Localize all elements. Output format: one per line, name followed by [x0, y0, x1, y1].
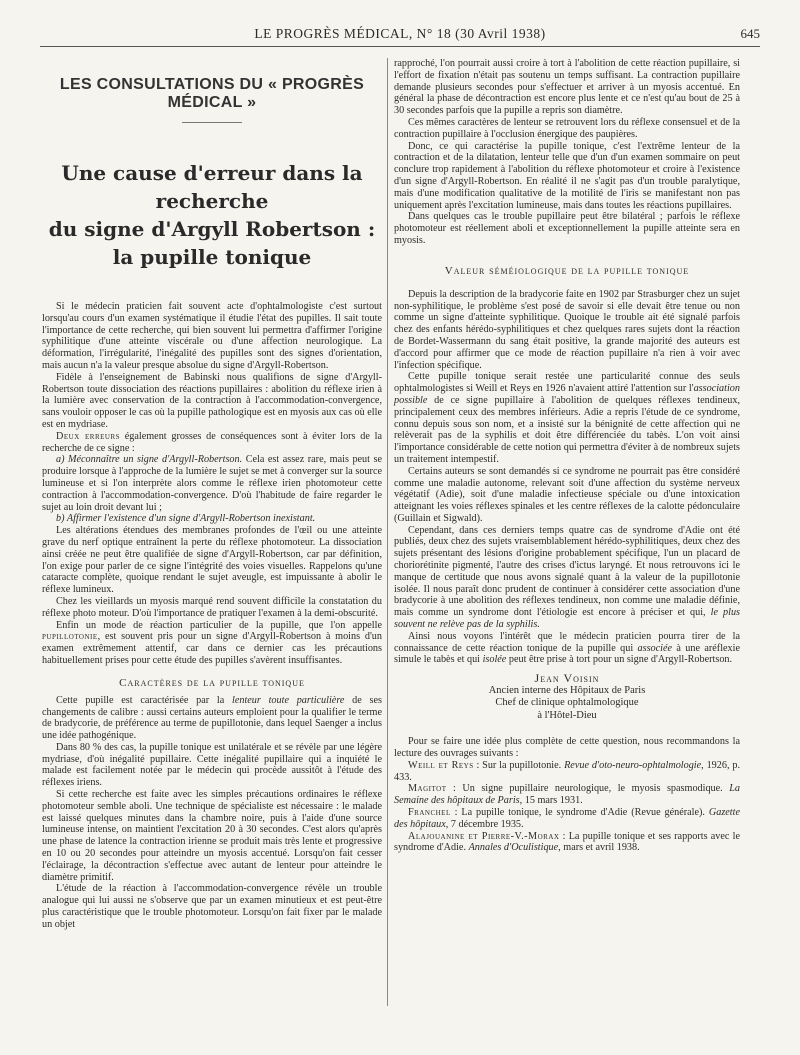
- paragraph: Depuis la description de la bradycorie faite en 1902 par Strasburger chez un sujet non-syphilitique, le problème s'est posé de savoir si elle devait être tenue ou non comme un signe d'atteinte syphilitique. Quoique le trouble ait été signalé parfois chez des enfants hérédo-syphilitiques et chez quelques rares sujets dont la réaction de Bordet-Wassermann du sang était positive, la grande majorité des auteurs est d'accord pour affirmer que ce mode de réaction pupillaire n'a rien à voir avec l'infection spécifique.: [394, 288, 740, 371]
- paragraph: Ces mêmes caractères de lenteur se retrouvent lors du réflexe consensuel et de la contraction pupillaire à l'occlusion énergique des paupières.: [394, 116, 740, 140]
- title-line-2: du signe d'Argyll Robertson :: [48, 217, 376, 241]
- author-signature: [394, 672, 740, 722]
- author-title: Ancien interne des Hôpitaux de Paris: [488, 684, 646, 696]
- author-title: Chef de clinique ophtalmologique: [495, 697, 639, 709]
- paragraph: Certains auteurs se sont demandés si ce syndrome ne pourrait pas être considéré comme une maladie autonome, relevant soit d'une affection du système nerveux végétatif (Adie), soit d'une maladie infectieuse spéciale ou d'une intoxication atteignant les voies réflexes spinales et les centre réflexes de la calotte pédonculaire (Guillain et Sigwald).: [394, 465, 740, 524]
- paragraph: Cette pupille est caractérisée par la lenteur toute particulière de ses changements de calibre : aussi certains auteurs emploient pour la qualifier le terme de bradycorie, de préférence au terme de pupillotonie, dans lequel Saenger a inclus une idée pathogénique.: [42, 694, 382, 742]
- italic-lead: b) Affirmer l'existence d'un signe d'Argyll-Robertson inexistant.: [56, 513, 316, 525]
- page-number: 645: [740, 26, 760, 41]
- paragraph: L'étude de la réaction à l'accommodation-convergence révèle un trouble analogue qui lui aussi ne s'observe que par un examen minutieux et est peut-être plus caractéristique que le trouble photomoteur. Lorsqu'on fait fixer par le malade un objet: [42, 883, 382, 930]
- reference-item: Franchel : La pupille tonique, le syndrome d'Adie (Revue générale). Gazette des hôpitaux, 7 décembre 1935.: [394, 807, 740, 830]
- left-column: [42, 60, 382, 931]
- paragraph: Enfin un mode de réaction particulier de la pupille, que l'on appelle pupillotonie, est souvent pris pour un signe d'Argyll-Robertson à moins d'un examen extrêmement attentif, car dans ce dernier cas les précautions habituellement prises pour cette étude des pupilles s'avèrent insuffisantes.: [42, 619, 382, 666]
- subheading: Caractères de la pupille tonique: [119, 676, 305, 689]
- paragraph: Les altérations étendues des membranes profondes de l'œil ou une atteinte grave du nerf optique entraînent la perte du réflexe photomoteur. La dissociation ainsi créée ne peut être qualifiée de signe d'Argyll-Robertson, car par définition, l'on exige pour parler de ce signe l'intégrité des voies visuelles. Rappelons qu'une cataracte complète, quoique rendant le sujet aveugle, est impuissante à abolir le réflexe lumineux.: [42, 525, 382, 596]
- italic-lead: a) Méconnaître un signe d'Argyll-Robertson.: [56, 454, 243, 466]
- author-name: Jean Voisin: [534, 671, 600, 686]
- title-line-1: Une cause d'erreur dans la recherche: [61, 161, 363, 213]
- column-divider: [387, 58, 388, 1006]
- references-intro: Pour se faire une idée plus complète de cette question, nous recommandons la lecture des ouvrages suivants :: [394, 736, 740, 760]
- paragraph: Si cette recherche est faite avec les simples précautions ordinaires le réflexe photomoteur semble aboli. Une technique de spécialiste est nécessaire : le malade est laissé quelques minutes dans la chambre noire, puis à l'aide d'une source lumineuse intense, on maintient l'excitation 20 à 30 secondes. C'est alors qu'après une phase de latence la contraction irienne se produit mais très lente et progressive en 10 ou 20 secondes pour atteindre un myosis accentué. Lorsqu'on fait cesser l'éclairage, la décontraction s'effectue avec autant de lenteur pour atteindre le diamètre primitif.: [42, 789, 382, 883]
- running-title: LE PROGRÈS MÉDICAL, N° 18 (30 Avril 1938): [254, 26, 546, 41]
- article-title: [42, 159, 382, 271]
- paragraph: Cette pupille tonique serait restée une particularité connue des seuls ophtalmologistes si Weill et Reys en 1926 n'avaient attiré l'attention sur l'association possible de ce signe pupillaire à l'abolition de quelques réflexes tendineux, principalement ceux des membres inférieurs. Adie a repris l'étude de ce syndrome, connu depuis sous son nom, et a insisté sur la bénignité de cette affection qui ne relèverait pas de la syphilis et doit être différenciée du tabès. L'on voit ainsi l'importance considérable de cette notion qui permettra d'éviter à de nombreux sujets un traitement intempestif.: [394, 371, 740, 465]
- subheading: Valeur séméiologique de la pupille tonique: [444, 264, 690, 277]
- paragraph: Fidèle à l'enseignement de Babinski nous qualifions de signe d'Argyll-Robertson toute dissociation des réactions pupillaires : abolition du réflexe irien à la lumière avec conservation de la contraction à l'accommodation-convergence, sans vouloir opposer le cas où la pupille pathologique est en myosis aux cas où elle est en mydriase.: [42, 371, 382, 430]
- paragraph: Ainsi nous voyons l'intérêt que le médecin praticien pourra tirer de la connaissance de cette réaction tonique de la pupille qui associée à une aréflexie simule le tabès et qui isolée peut être prise à tort pour un signe d'Argyll-Robertson.: [394, 630, 741, 666]
- reference-item: Alajouanine et Pierre-V.-Morax : La pupille tonique et ses rapports avec le syndrome d'Adie. Annales d'Oculistique, mars et avril 1938.: [394, 830, 740, 854]
- small-caps-lead: Deux erreurs: [56, 430, 121, 442]
- section-heading: LES CONSULTATIONS DU « PROGRÈS MÉDICAL »: [59, 76, 365, 111]
- paragraph: Chez les vieillards un myosis marqué rend souvent difficile la constatation du réflexe photo moteur. D'où l'importance de pratiquer l'examen à la demi-obscurité.: [42, 595, 382, 619]
- paragraph: Donc, ce qui caractérise la pupille tonique, c'est l'extrême lenteur de la contraction et de la dilatation, lenteur telle que d'un d'un examen sommaire on peut conclure trop rapidement à l'abolition du réflexe photomoteur et croire à l'existence d'un signe d'Argyll-Robertson. En réalité il ne s'agit pas d'un trouble paralytique, mais d'une modification qualitative de la motilité de l'iris se manifestant non pas uniquement après l'excitation lumineuse, mais dans toutes les réactions pupillaires.: [394, 140, 740, 211]
- running-header: [40, 26, 760, 47]
- title-line-3: la pupille tonique: [112, 245, 312, 269]
- paragraph: rapproché, l'on pourrait aussi croire à tort à l'abolition de cette réaction pupillaire, si l'effort de fixation n'était pas soutenu un temps suffisant. La contraction pupillaire demande plusieurs secondes pour s'effectuer et arriver à un myosis accentué. En général la phase de décontraction est encore plus lente et ce n'est qu'au bout de 25 à 30 secondes parfois que la pupille a repris son diamètre.: [394, 58, 740, 117]
- author-title: à l'Hôtel-Dieu: [537, 709, 597, 721]
- right-column: [394, 58, 740, 854]
- section-rule: [182, 122, 242, 123]
- paragraph: [42, 513, 382, 525]
- term-pupillotonie: pupillotonie: [42, 631, 98, 643]
- paragraph: Dans quelques cas le trouble pupillaire peut être bilatéral ; parfois le réflexe photomoteur est réellement aboli et exceptionnellement la pupille atteinte sera en myosis.: [394, 211, 740, 246]
- reference-item: Magitot : Un signe pupillaire neurologique, le myosis spasmodique. La Semaine des hôpitaux de Paris, 15 mars 1931.: [394, 783, 740, 807]
- paragraph: Dans 80 % des cas, la pupille tonique est unilatérale et se révèle par une légère mydriase, d'où inégalité pupillaire. Cette inégalité pupillaire qui a inquiété le malade est facilement notée par le médecin qui procède aussitôt à l'étude des réflexes iriens.: [42, 741, 382, 789]
- references: [394, 736, 740, 854]
- paragraph: Si le médecin praticien fait souvent acte d'ophtalmologiste c'est surtout lorsqu'au cours d'un examen systématique il étudie l'état des pupilles. Il sait toute l'importance de cette recherche, qui bien souvent lui permettra d'affirmer l'origine syphilitique d'une atteinte viscérale ou d'une affection neurologique. La déformation, l'irrégularité, l'inégalité des pupilles sont des signes d'orientation, mais aucun n'a la valeur presque absolue du signe d'Argyll-Robertson.: [42, 301, 382, 371]
- paragraph: Cependant, dans ces derniers temps quatre cas de syndrome d'Adie ont été publiés, deux chez des sujets vraisemblablement hérédo-syphilitiques, deux chez des sujets présentant des lésions d'origine probablement spécifique, l'un un placard de choriorétinite pigmenté, l'autre des crises d'ictus laryngé. Et nous retrouvons ici le manque de certitude que nous avons signalé quant à la valeur de la pupillotonie isolée. Il nous paraît donc prudent de continuer à considérer cette association d'une bradycorie à une abolition des réflexes tendineux, non comme une maladie définie, mais comme un syndrome dont l'étiologie est encore à préciser et qui, le plus souvent ne relève pas de la syphilis.: [394, 524, 740, 631]
- paragraph: a) Méconnaître un signe d'Argyll-Robertson. Cela est assez rare, mais peut se produire lorsque à l'approche de la lumière le sujet se met à converger sur la source lumineuse et si l'on interprète alors comme le réflexe irien photomoteur cette contraction à l'accommodation-convergence. D'où l'habitude de faire regarder le sujet au loin droit devant lui ;: [42, 454, 382, 513]
- reference-item: Weill et Reys : Sur la pupillotonie. Revue d'oto-neuro-ophtalmologie, 1926, p. 433.: [394, 759, 741, 783]
- paragraph: Deux erreurs également grosses de conséquences sont à éviter lors de la recherche de ce signe :: [42, 430, 382, 454]
